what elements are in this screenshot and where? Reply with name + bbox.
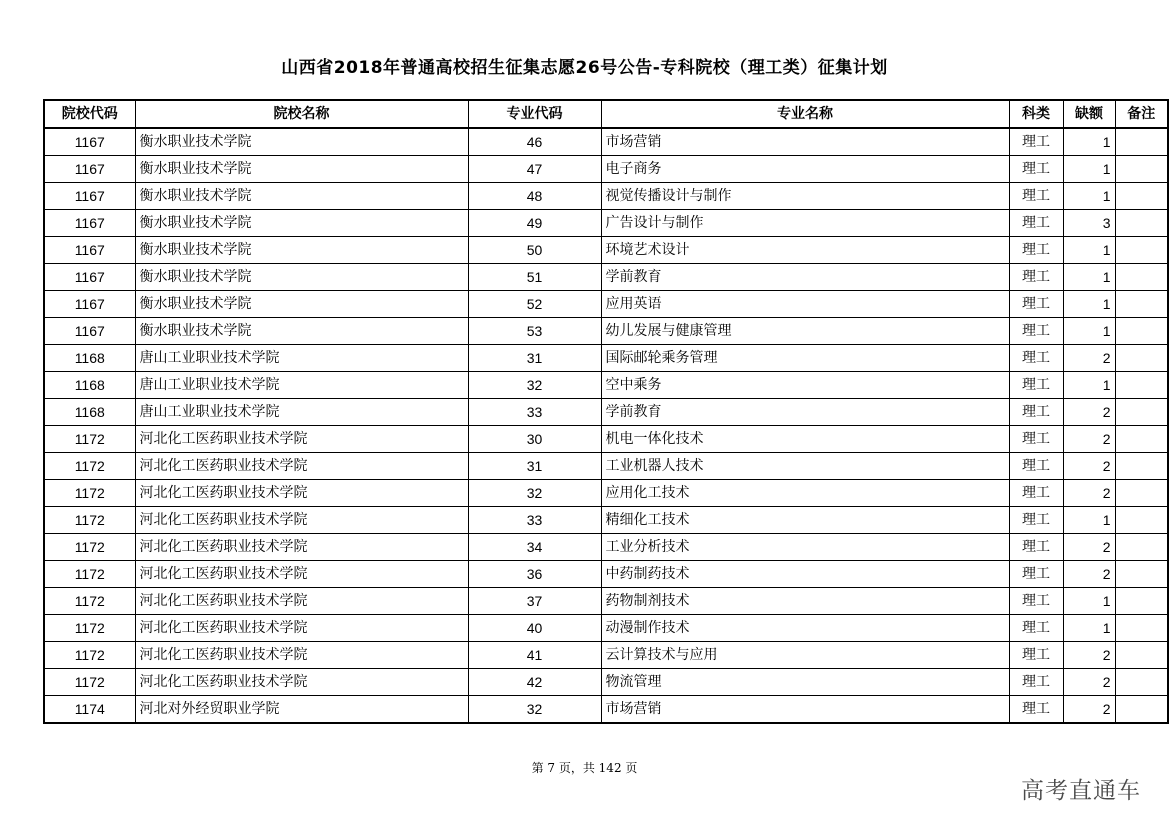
- cell-remark: [1115, 264, 1168, 291]
- cell-remark: [1115, 372, 1168, 399]
- cell-major-name: 视觉传播设计与制作: [601, 183, 1009, 210]
- cell-major-code: 32: [468, 372, 601, 399]
- cell-school-code: 1168: [44, 372, 135, 399]
- cell-major-name: 应用化工技术: [601, 480, 1009, 507]
- cell-major-name: 学前教育: [601, 399, 1009, 426]
- cell-school-name: 河北化工医药职业技术学院: [135, 453, 468, 480]
- cell-school-name: 衡水职业技术学院: [135, 156, 468, 183]
- cell-category: 理工: [1009, 426, 1063, 453]
- cell-major-name: 中药制药技术: [601, 561, 1009, 588]
- cell-vacancies: 2: [1063, 642, 1115, 669]
- cell-school-code: 1172: [44, 480, 135, 507]
- cell-remark: [1115, 210, 1168, 237]
- table-row: [44, 669, 1168, 696]
- cell-major-name: 空中乘务: [601, 372, 1009, 399]
- cell-major-code: 49: [468, 210, 601, 237]
- cell-category: 理工: [1009, 534, 1063, 561]
- cell-school-code: 1167: [44, 291, 135, 318]
- table-body: [44, 128, 1168, 723]
- cell-category: 理工: [1009, 183, 1063, 210]
- cell-major-name: 工业分析技术: [601, 534, 1009, 561]
- cell-category: 理工: [1009, 588, 1063, 615]
- cell-remark: [1115, 642, 1168, 669]
- cell-category: 理工: [1009, 291, 1063, 318]
- cell-school-name: 衡水职业技术学院: [135, 237, 468, 264]
- cell-school-code: 1172: [44, 642, 135, 669]
- cell-major-code: 50: [468, 237, 601, 264]
- cell-major-code: 52: [468, 291, 601, 318]
- cell-remark: [1115, 237, 1168, 264]
- cell-major-name: 市场营销: [601, 696, 1009, 724]
- cell-school-name: 河北化工医药职业技术学院: [135, 480, 468, 507]
- cell-school-name: 衡水职业技术学院: [135, 264, 468, 291]
- cell-vacancies: 1: [1063, 615, 1115, 642]
- cell-major-name: 机电一体化技术: [601, 426, 1009, 453]
- cell-category: 理工: [1009, 642, 1063, 669]
- cell-school-code: 1168: [44, 345, 135, 372]
- cell-school-name: 衡水职业技术学院: [135, 291, 468, 318]
- cell-school-code: 1167: [44, 156, 135, 183]
- cell-school-code: 1167: [44, 237, 135, 264]
- cell-school-name: 衡水职业技术学院: [135, 183, 468, 210]
- cell-major-code: 32: [468, 696, 601, 724]
- cell-school-code: 1172: [44, 669, 135, 696]
- cell-vacancies: 2: [1063, 696, 1115, 724]
- cell-major-code: 31: [468, 345, 601, 372]
- cell-vacancies: 2: [1063, 453, 1115, 480]
- header-remark: 备注: [1115, 100, 1168, 128]
- cell-major-code: 36: [468, 561, 601, 588]
- cell-major-name: 电子商务: [601, 156, 1009, 183]
- cell-vacancies: 1: [1063, 372, 1115, 399]
- cell-school-name: 唐山工业职业技术学院: [135, 372, 468, 399]
- cell-major-code: 47: [468, 156, 601, 183]
- enrollment-plan-table: [43, 99, 1169, 724]
- cell-major-name: 云计算技术与应用: [601, 642, 1009, 669]
- cell-remark: [1115, 128, 1168, 156]
- cell-major-name: 精细化工技术: [601, 507, 1009, 534]
- cell-remark: [1115, 480, 1168, 507]
- table-row: [44, 642, 1168, 669]
- cell-vacancies: 1: [1063, 588, 1115, 615]
- cell-major-name: 学前教育: [601, 264, 1009, 291]
- cell-major-code: 33: [468, 507, 601, 534]
- header-school-code: 院校代码: [44, 100, 135, 128]
- cell-school-code: 1167: [44, 264, 135, 291]
- cell-major-code: 33: [468, 399, 601, 426]
- table-row: [44, 588, 1168, 615]
- cell-remark: [1115, 156, 1168, 183]
- cell-category: 理工: [1009, 372, 1063, 399]
- cell-major-code: 34: [468, 534, 601, 561]
- header-major-code: 专业代码: [468, 100, 601, 128]
- cell-vacancies: 1: [1063, 318, 1115, 345]
- cell-vacancies: 1: [1063, 183, 1115, 210]
- cell-major-name: 幼儿发展与健康管理: [601, 318, 1009, 345]
- cell-category: 理工: [1009, 128, 1063, 156]
- table-row: [44, 156, 1168, 183]
- cell-category: 理工: [1009, 453, 1063, 480]
- table-row: [44, 696, 1168, 724]
- cell-major-code: 53: [468, 318, 601, 345]
- cell-major-code: 51: [468, 264, 601, 291]
- cell-school-name: 唐山工业职业技术学院: [135, 399, 468, 426]
- table-row: [44, 345, 1168, 372]
- cell-major-name: 环境艺术设计: [601, 237, 1009, 264]
- table-row: [44, 128, 1168, 156]
- cell-remark: [1115, 669, 1168, 696]
- cell-school-name: 河北对外经贸职业学院: [135, 696, 468, 724]
- table-row: [44, 507, 1168, 534]
- header-vacancies: 缺额: [1063, 100, 1115, 128]
- cell-remark: [1115, 507, 1168, 534]
- cell-school-code: 1172: [44, 615, 135, 642]
- cell-major-name: 动漫制作技术: [601, 615, 1009, 642]
- cell-school-name: 唐山工业职业技术学院: [135, 345, 468, 372]
- cell-category: 理工: [1009, 615, 1063, 642]
- cell-school-code: 1172: [44, 534, 135, 561]
- cell-category: 理工: [1009, 156, 1063, 183]
- cell-major-code: 41: [468, 642, 601, 669]
- cell-vacancies: 1: [1063, 237, 1115, 264]
- cell-vacancies: 1: [1063, 291, 1115, 318]
- document-title: 山西省2018年普通高校招生征集志愿26号公告-专科院校（理工类）征集计划: [281, 58, 888, 78]
- cell-school-name: 河北化工医药职业技术学院: [135, 615, 468, 642]
- cell-school-name: 河北化工医药职业技术学院: [135, 534, 468, 561]
- cell-major-code: 42: [468, 669, 601, 696]
- cell-school-name: 衡水职业技术学院: [135, 128, 468, 156]
- cell-vacancies: 1: [1063, 128, 1115, 156]
- cell-major-code: 30: [468, 426, 601, 453]
- cell-school-code: 1167: [44, 318, 135, 345]
- cell-school-name: 衡水职业技术学院: [135, 318, 468, 345]
- table-row: [44, 426, 1168, 453]
- cell-school-code: 1172: [44, 453, 135, 480]
- cell-vacancies: 2: [1063, 480, 1115, 507]
- header-category: 科类: [1009, 100, 1063, 128]
- table-row: [44, 183, 1168, 210]
- table-row: [44, 318, 1168, 345]
- cell-major-code: 37: [468, 588, 601, 615]
- cell-school-code: 1172: [44, 426, 135, 453]
- cell-major-code: 40: [468, 615, 601, 642]
- cell-major-code: 46: [468, 128, 601, 156]
- cell-vacancies: 2: [1063, 399, 1115, 426]
- header-school-name: 院校名称: [135, 100, 468, 128]
- cell-remark: [1115, 345, 1168, 372]
- cell-major-name: 广告设计与制作: [601, 210, 1009, 237]
- table-row: [44, 561, 1168, 588]
- cell-category: 理工: [1009, 345, 1063, 372]
- cell-remark: [1115, 534, 1168, 561]
- cell-category: 理工: [1009, 669, 1063, 696]
- cell-major-name: 应用英语: [601, 291, 1009, 318]
- cell-major-name: 工业机器人技术: [601, 453, 1009, 480]
- table-row: [44, 480, 1168, 507]
- cell-major-code: 48: [468, 183, 601, 210]
- cell-category: 理工: [1009, 318, 1063, 345]
- cell-school-name: 河北化工医药职业技术学院: [135, 642, 468, 669]
- cell-school-name: 衡水职业技术学院: [135, 210, 468, 237]
- cell-category: 理工: [1009, 399, 1063, 426]
- cell-school-code: 1167: [44, 128, 135, 156]
- cell-category: 理工: [1009, 696, 1063, 724]
- table-row: [44, 264, 1168, 291]
- cell-school-name: 河北化工医药职业技术学院: [135, 507, 468, 534]
- table-row: [44, 237, 1168, 264]
- cell-category: 理工: [1009, 264, 1063, 291]
- header-major-name: 专业名称: [601, 100, 1009, 128]
- cell-school-code: 1172: [44, 507, 135, 534]
- cell-major-name: 药物制剂技术: [601, 588, 1009, 615]
- cell-vacancies: 3: [1063, 210, 1115, 237]
- cell-category: 理工: [1009, 507, 1063, 534]
- cell-category: 理工: [1009, 237, 1063, 264]
- cell-school-name: 河北化工医药职业技术学院: [135, 669, 468, 696]
- cell-vacancies: 1: [1063, 156, 1115, 183]
- cell-school-code: 1167: [44, 210, 135, 237]
- cell-vacancies: 2: [1063, 345, 1115, 372]
- cell-category: 理工: [1009, 561, 1063, 588]
- cell-remark: [1115, 318, 1168, 345]
- table-row: [44, 210, 1168, 237]
- cell-remark: [1115, 399, 1168, 426]
- cell-major-name: 市场营销: [601, 128, 1009, 156]
- cell-remark: [1115, 696, 1168, 724]
- cell-remark: [1115, 291, 1168, 318]
- cell-vacancies: 2: [1063, 561, 1115, 588]
- table-row: [44, 399, 1168, 426]
- cell-school-code: 1174: [44, 696, 135, 724]
- table-row: [44, 534, 1168, 561]
- watermark-text: 高考直通车: [1021, 778, 1141, 804]
- cell-school-name: 河北化工医药职业技术学院: [135, 588, 468, 615]
- page-footer: 第 7 页，共 142 页: [531, 761, 638, 775]
- cell-school-name: 河北化工医药职业技术学院: [135, 426, 468, 453]
- table-row: [44, 453, 1168, 480]
- cell-category: 理工: [1009, 480, 1063, 507]
- cell-vacancies: 2: [1063, 669, 1115, 696]
- cell-vacancies: 2: [1063, 426, 1115, 453]
- cell-category: 理工: [1009, 210, 1063, 237]
- table-row: [44, 372, 1168, 399]
- cell-remark: [1115, 453, 1168, 480]
- cell-remark: [1115, 588, 1168, 615]
- table-row: [44, 291, 1168, 318]
- cell-major-name: 物流管理: [601, 669, 1009, 696]
- cell-remark: [1115, 183, 1168, 210]
- cell-school-name: 河北化工医药职业技术学院: [135, 561, 468, 588]
- cell-vacancies: 1: [1063, 264, 1115, 291]
- cell-remark: [1115, 426, 1168, 453]
- cell-school-code: 1167: [44, 183, 135, 210]
- cell-major-name: 国际邮轮乘务管理: [601, 345, 1009, 372]
- cell-major-code: 31: [468, 453, 601, 480]
- table-row: [44, 615, 1168, 642]
- cell-vacancies: 1: [1063, 507, 1115, 534]
- cell-remark: [1115, 615, 1168, 642]
- cell-remark: [1115, 561, 1168, 588]
- cell-school-code: 1172: [44, 588, 135, 615]
- cell-major-code: 32: [468, 480, 601, 507]
- cell-vacancies: 2: [1063, 534, 1115, 561]
- cell-school-code: 1168: [44, 399, 135, 426]
- cell-school-code: 1172: [44, 561, 135, 588]
- table-header-row: [44, 100, 1168, 128]
